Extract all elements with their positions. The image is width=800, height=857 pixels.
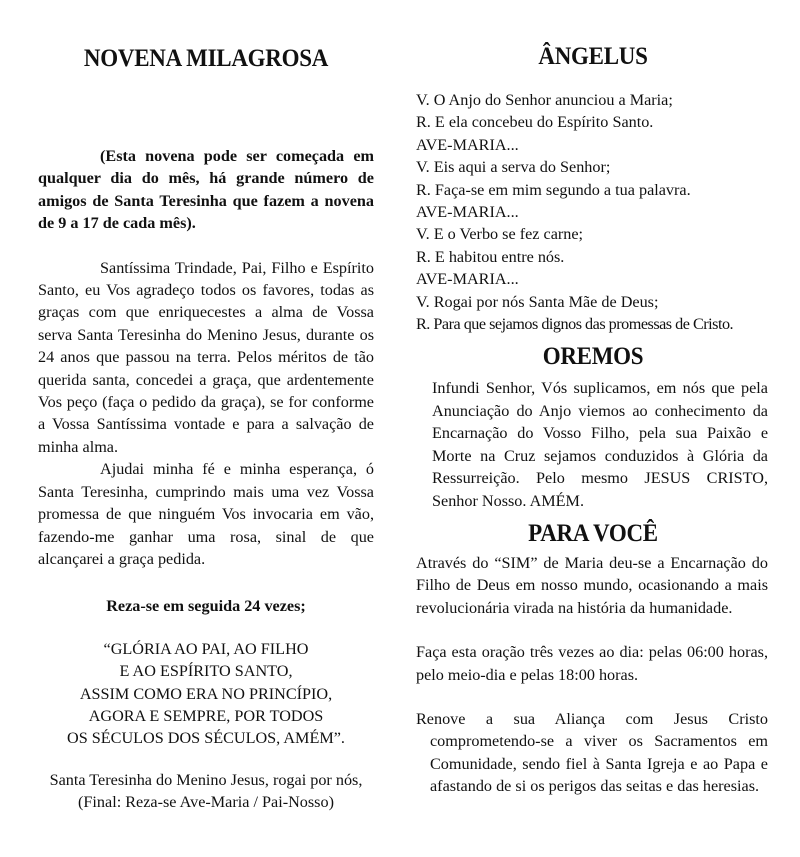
angelus-line: V. Rogai por nós Santa Mãe de Deus; bbox=[416, 292, 659, 311]
angelus-line: R. Faça-se em mim segundo a tua palavra. bbox=[416, 180, 691, 199]
novena-prayer-paragraph-1: Santíssima Trindade, Pai, Filho e Espírito Santo, eu Vos agradeço todos os favores, todas as graças com que enriquecestes a alma de Vossa serva Santa Teresinha do Menino Jesus, durante os 24 anos que passou na terra. Pelos méritos de tão querida santa, concedei a graça, que ardentemente Vos peço (faça o pedido da graça), se for conforme a Vossa Santíssima vontade e para a salvação de minha alma. bbox=[38, 258, 374, 456]
novena-closing bbox=[38, 769, 374, 814]
gloria-line: OS SÉCULOS DOS SÉCULOS, AMÉM”. bbox=[67, 729, 345, 748]
angelus-line: R. Para que sejamos dignos das promessas de Cristo. bbox=[416, 315, 734, 334]
gloria-line: AGORA E SEMPRE, POR TODOS bbox=[88, 706, 324, 725]
angelus-line: R. E ela concebeu do Espírito Santo. bbox=[416, 113, 654, 132]
angelus-line: AVE-MARIA... bbox=[416, 270, 519, 289]
oremos-text: Infundi Senhor, Vós suplicamos, em nós que pela Anunciação do Anjo viemos ao conhecimento da Encarnação do Vosso Filho, pela sua Paixão e Morte na Cruz sejamos conduzidos à Glória da Ressurreição. Pelo mesmo JESUS CRISTO, Senhor Nosso. AMÉM. bbox=[432, 379, 768, 510]
angelus-prayer bbox=[416, 89, 768, 335]
right-column bbox=[418, 0, 768, 798]
novena-instruction: Reza-se em seguida 24 vezes; bbox=[106, 597, 306, 616]
para-voce-paragraph-3: Renove a sua Aliança com Jesus Cristo comprometendo-se a viver os Sacramentos em Comunidade, sendo fiel à Santa Igreja e ao Papa e afastando de si os perigos das seitas e das heresias. bbox=[416, 709, 768, 796]
angelus-line: AVE-MARIA... bbox=[416, 203, 519, 222]
closing-line: (Final: Reza-se Ave-Maria / Pai-Nosso) bbox=[78, 793, 334, 812]
left-column bbox=[38, 0, 374, 814]
oremos-title: OREMOS bbox=[542, 343, 644, 371]
angelus-line: V. O Anjo do Senhor anunciou a Maria; bbox=[416, 91, 673, 109]
gloria-prayer bbox=[38, 638, 374, 750]
angelus-line: V. E o Verbo se fez carne; bbox=[416, 225, 584, 244]
angelus-title: ÂNGELUS bbox=[538, 43, 648, 70]
closing-line: Santa Teresinha do Menino Jesus, rogai por nós, bbox=[49, 770, 363, 789]
angelus-line: AVE-MARIA... bbox=[416, 135, 519, 154]
gloria-line: “GLÓRIA AO PAI, AO FILHO bbox=[103, 639, 309, 658]
gloria-line: E AO ESPÍRITO SANTO, bbox=[119, 662, 293, 681]
novena-intro: (Esta novena pode ser começada em qualquer dia do mês, há grande número de amigos de Santa Teresinha que fazem a novena de 9 a 17 de cada mês). bbox=[38, 147, 374, 233]
para-voce-paragraph-1: Através do “SIM” de Maria deu-se a Encarnação do Filho de Deus em nosso mundo, ocasionando a mais revolucionária virada na história da humanidade. bbox=[416, 553, 768, 617]
angelus-line: R. E habitou entre nós. bbox=[416, 247, 565, 266]
angelus-line: V. Eis aqui a serva do Senhor; bbox=[416, 158, 611, 177]
novena-title: NOVENA MILAGROSA bbox=[83, 45, 329, 72]
gloria-line: ASSIM COMO ERA NO PRINCÍPIO, bbox=[79, 684, 333, 703]
novena-prayer-paragraph-2: Ajudai minha fé e minha esperança, ó Santa Teresinha, cumprindo mais uma vez Vossa promessa de que ninguém Vos invocaria em vão, fazendo-me ganhar uma rosa, sinal de que alcançarei a graça pedida. bbox=[38, 460, 374, 568]
para-voce-title: PARA VOCÊ bbox=[528, 519, 658, 547]
para-voce-paragraph-2: Faça esta oração três vezes ao dia: pelas 06:00 horas, pelo meio-dia e pelas 18:00 horas. bbox=[416, 643, 768, 684]
